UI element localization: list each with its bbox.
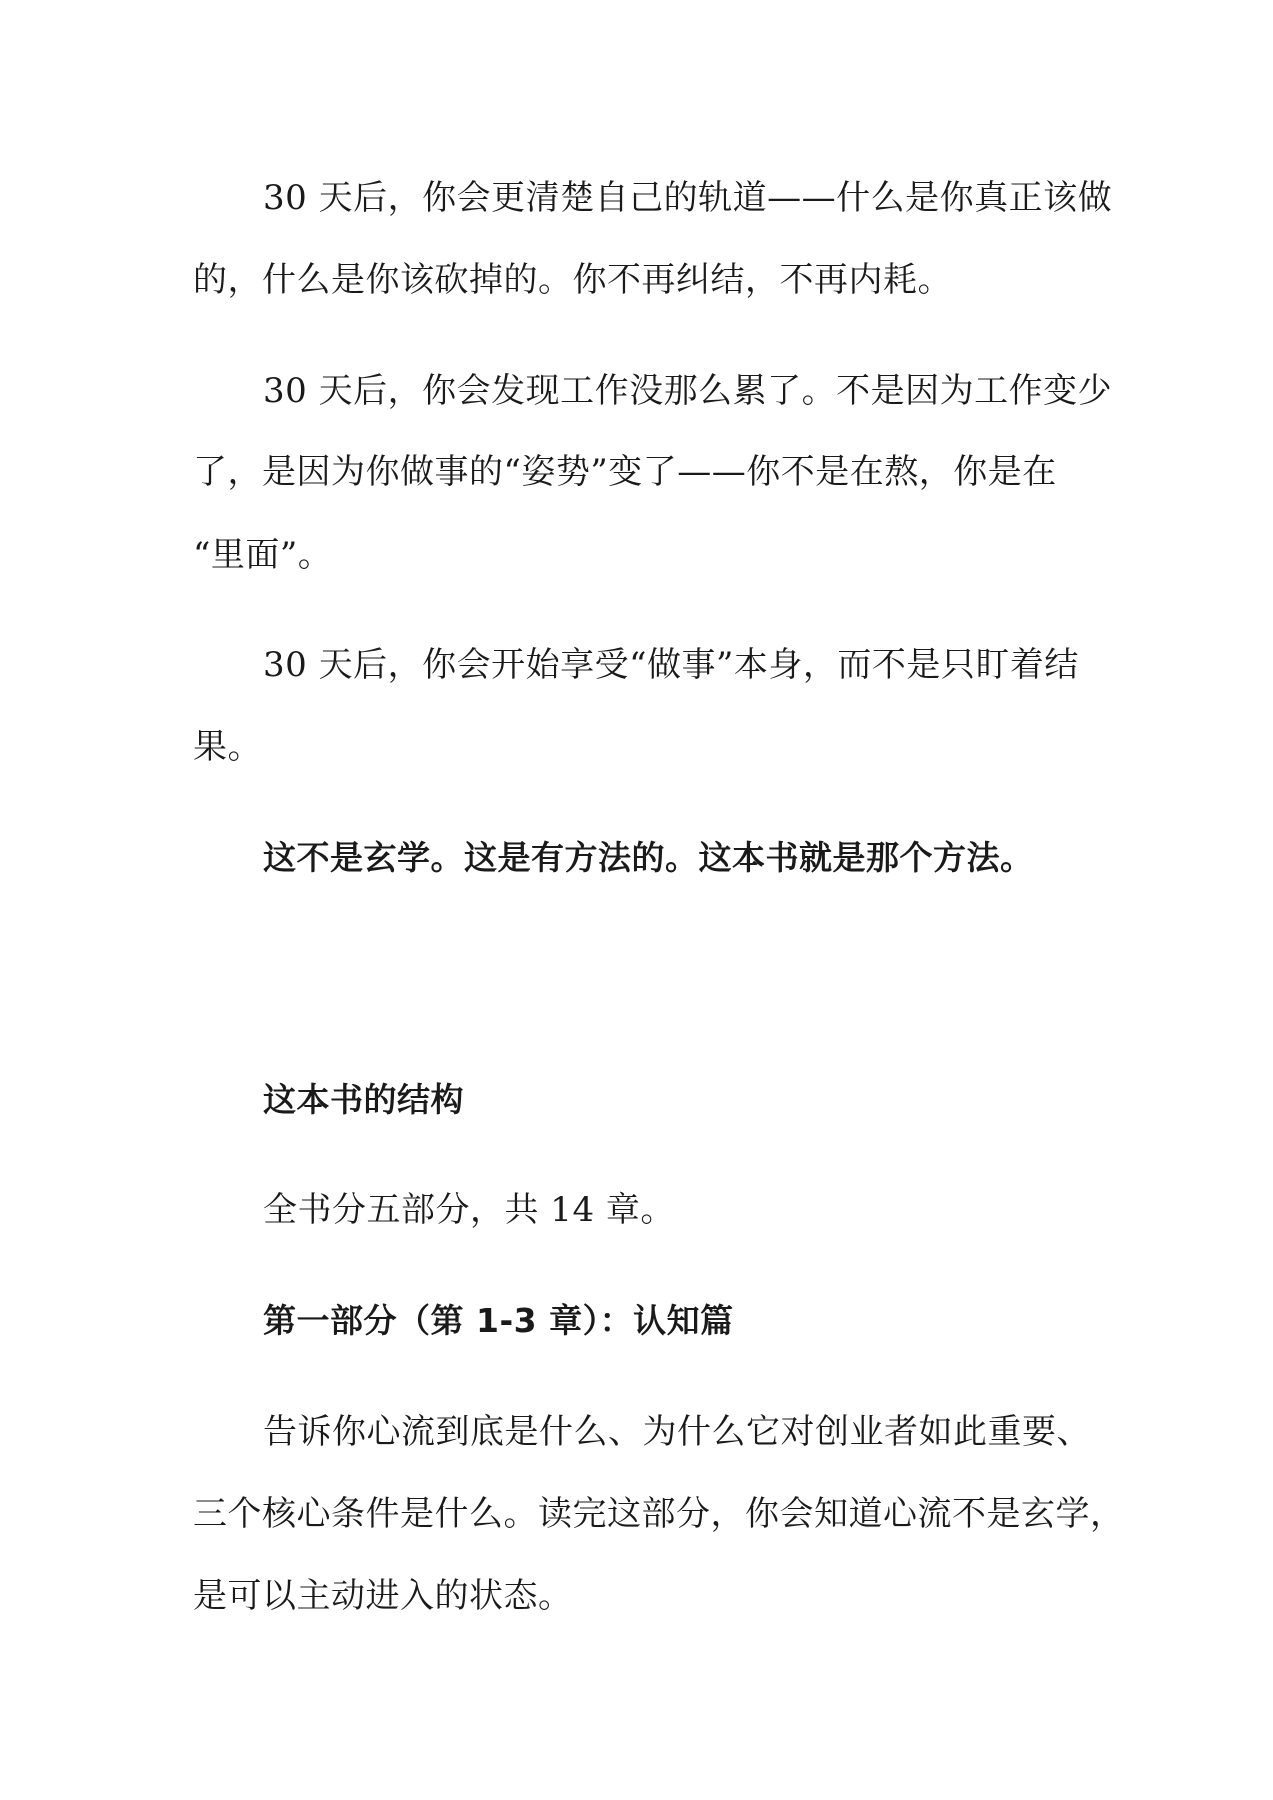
paragraph-line: 了，是因为你做事的“姿势”变了——你不是在熬，你是在 — [193, 452, 1057, 492]
paragraph-line: 全书分五部分，共 14 章。 — [263, 1190, 675, 1230]
paragraph-line: 果。 — [193, 727, 262, 767]
paragraph-line: 30 天后，你会发现工作没那么累了。不是因为工作变少 — [263, 371, 1113, 411]
paragraph-line: “里面”。 — [193, 535, 333, 575]
paragraph-line: 告诉你心流到底是什么、为什么它对创业者如此重要、 — [263, 1412, 1091, 1452]
paragraph-line: 三个核心条件是什么。读完这部分，你会知道心流不是玄学， — [193, 1494, 1125, 1534]
paragraph-line: 的，什么是你该砍掉的。你不再纠结，不再内耗。 — [193, 260, 952, 300]
section-heading: 这本书的结构 — [263, 1080, 464, 1119]
paragraph-line: 30 天后，你会开始享受“做事”本身，而不是只盯着结 — [263, 645, 1079, 685]
bold-statement: 这不是玄学。这是有方法的。这本书就是那个方法。 — [263, 838, 1034, 877]
paragraph-line: 是可以主动进入的状态。 — [193, 1576, 573, 1616]
paragraph-line: 30 天后，你会更清楚自己的轨道——什么是你真正该做 — [263, 178, 1113, 218]
part-heading: 第一部分（第 1-3 章）：认知篇 — [263, 1301, 734, 1340]
